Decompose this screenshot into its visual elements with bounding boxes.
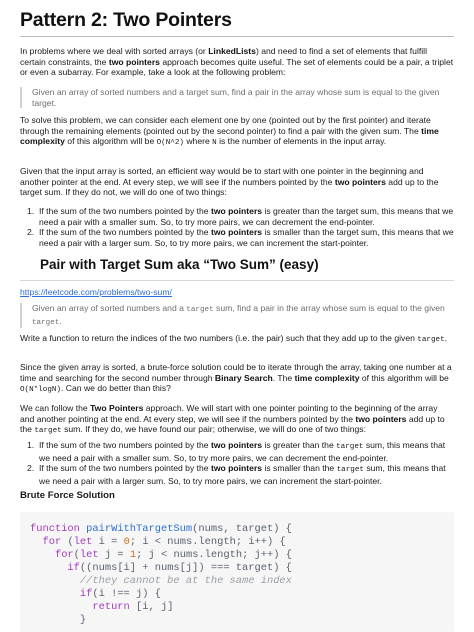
inline-code: O(N^2) <box>156 139 184 148</box>
keyword: for <box>54 549 74 561</box>
code-text: ; j < nums.length; j++) { <box>136 549 292 561</box>
inline-code: O(N*logN) <box>20 386 62 395</box>
code-line-4 <box>30 562 292 575</box>
bold-text: two pointers <box>210 206 263 216</box>
section-divider <box>20 280 454 281</box>
text: If the sum of the two numbers pointed by the <box>39 227 211 238</box>
text: We can follow the <box>20 403 91 413</box>
bold-text: two pointers <box>334 176 386 187</box>
code-text: ( <box>61 536 74 548</box>
text: sum. If they do, we have found our pair; otherwise, we will do one of two things: <box>61 424 366 435</box>
intro-paragraph-1 <box>20 46 454 78</box>
text: In problems where we deal with sorted arrays (or <box>20 46 209 56</box>
text: If the sum of the two numbers pointed by the <box>39 206 211 216</box>
keyword: let <box>79 549 99 561</box>
title-divider <box>20 36 454 37</box>
code-line-8 <box>30 614 86 627</box>
code-line-5 <box>30 575 292 588</box>
text: Write a function to return the indices of the two numbers (i.e. the pair) such that they add up to the given <box>20 333 418 343</box>
keyword: if <box>79 588 93 600</box>
list-number: 1. <box>27 206 35 216</box>
section-heading: Pair with Target Sum aka “Two Sum” (easy) <box>40 257 319 272</box>
text: is greater than the <box>262 440 337 450</box>
code-comment: //they cannot be at the same index <box>79 575 292 587</box>
text: add up to the target sum. If they do not, we will do one of two things: <box>20 176 439 198</box>
text: . The <box>272 372 295 383</box>
list-number: 1. <box>27 440 35 450</box>
number-literal: 0 <box>123 536 130 548</box>
text: of this algorithm will be <box>359 372 449 383</box>
inline-code: target <box>417 336 445 344</box>
code-text: [i, j] <box>129 601 174 613</box>
code-text: ( <box>73 549 80 561</box>
inline-code: N <box>212 139 217 148</box>
text: sum, this means that we need a pair with a smaller sum. So, to try more pairs, we can decrement the end-pointer. <box>39 440 446 463</box>
list-item <box>20 440 454 463</box>
text: is smaller than the <box>262 463 337 474</box>
inline-code: target <box>34 427 62 436</box>
text: add up to the <box>20 413 445 435</box>
text: is the number of elements in the input array. <box>216 136 387 147</box>
code-text: (i !== j) { <box>92 588 161 600</box>
text: of this algorithm will be <box>64 136 157 147</box>
section-paragraph-2 <box>20 362 454 396</box>
code-text: (nums, target) { <box>192 523 292 535</box>
text: Since the given array is sorted, a brute-force solution could be to iterate through the array, taking one number at a time and searching for the second number through <box>20 362 452 383</box>
text: ) and need to find a set of elements that fulfill certain constraints, the <box>20 46 427 67</box>
page-title: Pattern 2: Two Pointers <box>20 9 232 31</box>
bold-text: LinkedLists <box>208 46 256 56</box>
intro-list <box>20 206 454 248</box>
brute-force-heading: Brute Force Solution <box>20 490 115 501</box>
inline-code: target <box>336 443 364 451</box>
function-name: pairWithTargetSum <box>86 523 193 535</box>
intro-paragraph-3 <box>20 166 454 198</box>
inline-code: target <box>336 466 364 475</box>
text: where <box>183 136 213 147</box>
code-line-7 <box>30 601 173 614</box>
text: If the sum of the two numbers pointed by the <box>39 463 211 474</box>
section-list <box>20 440 454 486</box>
text: . <box>444 333 448 343</box>
text: sum, this means that we need a pair with a larger sum. So, to try more pairs, we can increment the start-pointer. <box>39 463 446 486</box>
keyword: return <box>92 601 130 613</box>
code-line-3 <box>30 549 292 562</box>
bold-text: two pointers <box>210 440 263 450</box>
inline-code: target <box>32 318 60 327</box>
code-line-2 <box>30 536 286 549</box>
code-text: j = <box>98 549 130 561</box>
code-text: } <box>79 614 87 626</box>
code-line-1 <box>30 523 292 536</box>
bold-text: time complexity <box>20 125 439 147</box>
keyword: let <box>73 536 93 548</box>
text: . <box>59 315 62 326</box>
list-number: 2. <box>27 227 35 238</box>
list-item <box>20 206 454 227</box>
text: approach. We will start with one pointer pointing to the beginning of the array and another pointing at the end. At every step, we will see if the numbers pointed by the <box>20 403 438 424</box>
code-text: i = <box>92 536 124 548</box>
problem-blockquote-2 <box>20 303 454 328</box>
code-line-6 <box>30 588 161 601</box>
keyword: if <box>67 562 80 574</box>
list-item <box>20 227 454 248</box>
inline-code: target <box>186 306 214 314</box>
bold-text: time complexity <box>294 372 360 383</box>
bold-text: two pointers <box>108 56 160 67</box>
keyword: for <box>42 536 62 548</box>
text: Given an array of sorted numbers and a <box>32 303 187 313</box>
text: To solve this problem, we can consider each element one by one (pointed out by the first pointer) and iterate through the remaining elements (pointed out by the second pointer) to find a pair with the given sum. The <box>20 115 431 136</box>
text: is smaller than the target sum, this means that we need a pair with a larger sum. So, to try more pairs, we can increment the start-pointer. <box>39 227 454 248</box>
bold-text: two pointers <box>210 227 263 238</box>
bold-text: Binary Search <box>214 372 273 383</box>
section-paragraph-3 <box>20 403 454 437</box>
leetcode-link[interactable]: https://leetcode.com/problems/two-sum/ <box>20 287 172 297</box>
text: approach becomes quite useful. The set of elements could be a pair, a triplet or even a subarray. For example, take a look at the following problem: <box>20 56 454 78</box>
bold-text: two pointers <box>355 413 407 424</box>
list-number: 2. <box>27 463 35 474</box>
text: . Can we do better than this? <box>61 383 171 394</box>
text: sum, find a pair in the array whose sum is equal to the given <box>213 303 445 313</box>
bold-text: Two Pointers <box>90 403 144 413</box>
number-literal: 1 <box>129 549 137 561</box>
text: If the sum of the two numbers pointed by the <box>39 440 211 450</box>
text: is greater than the target sum, this means that we need a pair with a smaller sum. So, to try more pairs, we can decrement the end-pointer. <box>39 206 454 227</box>
section-paragraph-1 <box>20 333 454 346</box>
code-text: ((nums[i] + nums[j]) === target) { <box>79 562 292 574</box>
list-item <box>20 463 454 486</box>
code-text: ; i < nums.length; i++) { <box>129 536 286 548</box>
keyword: function <box>30 523 80 535</box>
intro-paragraph-2 <box>20 115 454 149</box>
text: Given that the input array is sorted, an efficient way would be to start with one pointer in the beginning and another pointer at the end. At every step, we will see if the numbers pointed by the <box>20 166 424 187</box>
bold-text: two pointers <box>210 463 263 474</box>
problem-blockquote: Given an array of sorted numbers and a target sum, find a pair in the array whose sum is equal to the given target. <box>20 87 454 108</box>
